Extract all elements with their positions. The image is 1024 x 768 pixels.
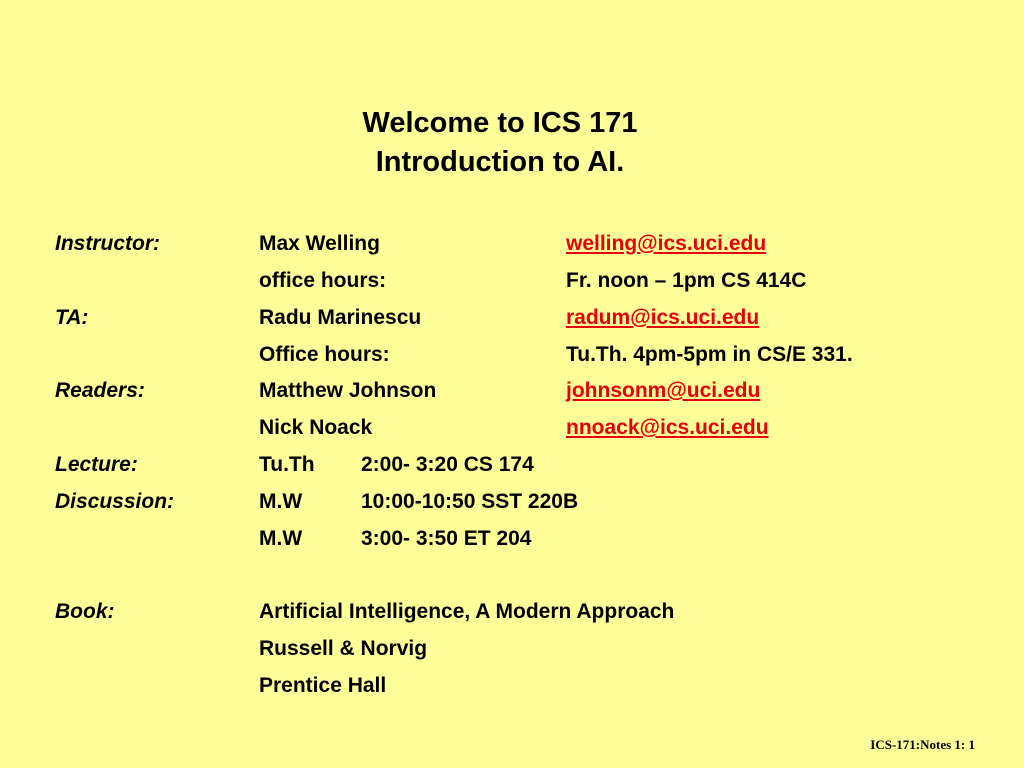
discussion-row-2 — [0, 524, 1024, 554]
reader-1-name: Matthew Johnson — [259, 379, 437, 402]
ta-label: TA: — [55, 306, 89, 329]
instructor-hours-row — [0, 266, 1024, 296]
instructor-name: Max Welling — [259, 232, 380, 255]
instructor-hours-label: office hours: — [259, 269, 387, 292]
book-row-2 — [0, 634, 1024, 664]
instructor-email-link[interactable]: welling@ics.uci.edu — [566, 232, 767, 255]
slide-title-line-2: Introduction to AI. — [375, 146, 625, 178]
ta-row — [0, 303, 1024, 333]
discussion-2-days: M.W — [259, 527, 303, 550]
ta-email-link[interactable]: radum@ics.uci.edu — [566, 306, 760, 329]
instructor-hours-value: Fr. noon – 1pm CS 414C — [566, 269, 807, 292]
book-publisher: Prentice Hall — [259, 674, 387, 697]
discussion-label: Discussion: — [55, 490, 175, 513]
book-title: Artificial Intelligence, A Modern Approach — [259, 600, 675, 623]
discussion-1-detail: 10:00-10:50 SST 220B — [361, 490, 579, 513]
ta-hours-row — [0, 340, 1024, 370]
reader-2-name: Nick Noack — [259, 416, 373, 439]
readers-label: Readers: — [55, 379, 145, 402]
lecture-days: Tu.Th — [259, 453, 315, 476]
discussion-1-days: M.W — [259, 490, 303, 513]
ta-hours-value: Tu.Th. 4pm-5pm in CS/E 331. — [566, 343, 853, 366]
discussion-row-1 — [0, 487, 1024, 517]
reader-2-email-link[interactable]: nnoack@ics.uci.edu — [566, 416, 769, 439]
lecture-label: Lecture: — [55, 453, 138, 476]
instructor-label: Instructor: — [55, 232, 160, 255]
lecture-detail: 2:00- 3:20 CS 174 — [361, 453, 534, 476]
book-authors: Russell & Norvig — [259, 637, 428, 660]
slide-footer: ICS-171:Notes 1: 1 — [870, 737, 975, 752]
reader-row-1 — [0, 376, 1024, 406]
book-row-1 — [0, 597, 1024, 627]
reader-1-email-link[interactable]: johnsonm@uci.edu — [566, 379, 761, 402]
lecture-row — [0, 450, 1024, 480]
ta-name: Radu Marinescu — [259, 306, 422, 329]
book-label: Book: — [55, 600, 115, 623]
instructor-row — [0, 229, 1024, 259]
reader-row-2 — [0, 413, 1024, 443]
slide-title-line-1: Welcome to ICS 171 — [362, 107, 638, 139]
discussion-2-detail: 3:00- 3:50 ET 204 — [361, 527, 532, 550]
book-row-3 — [0, 671, 1024, 701]
ta-hours-label: Office hours: — [259, 343, 390, 366]
